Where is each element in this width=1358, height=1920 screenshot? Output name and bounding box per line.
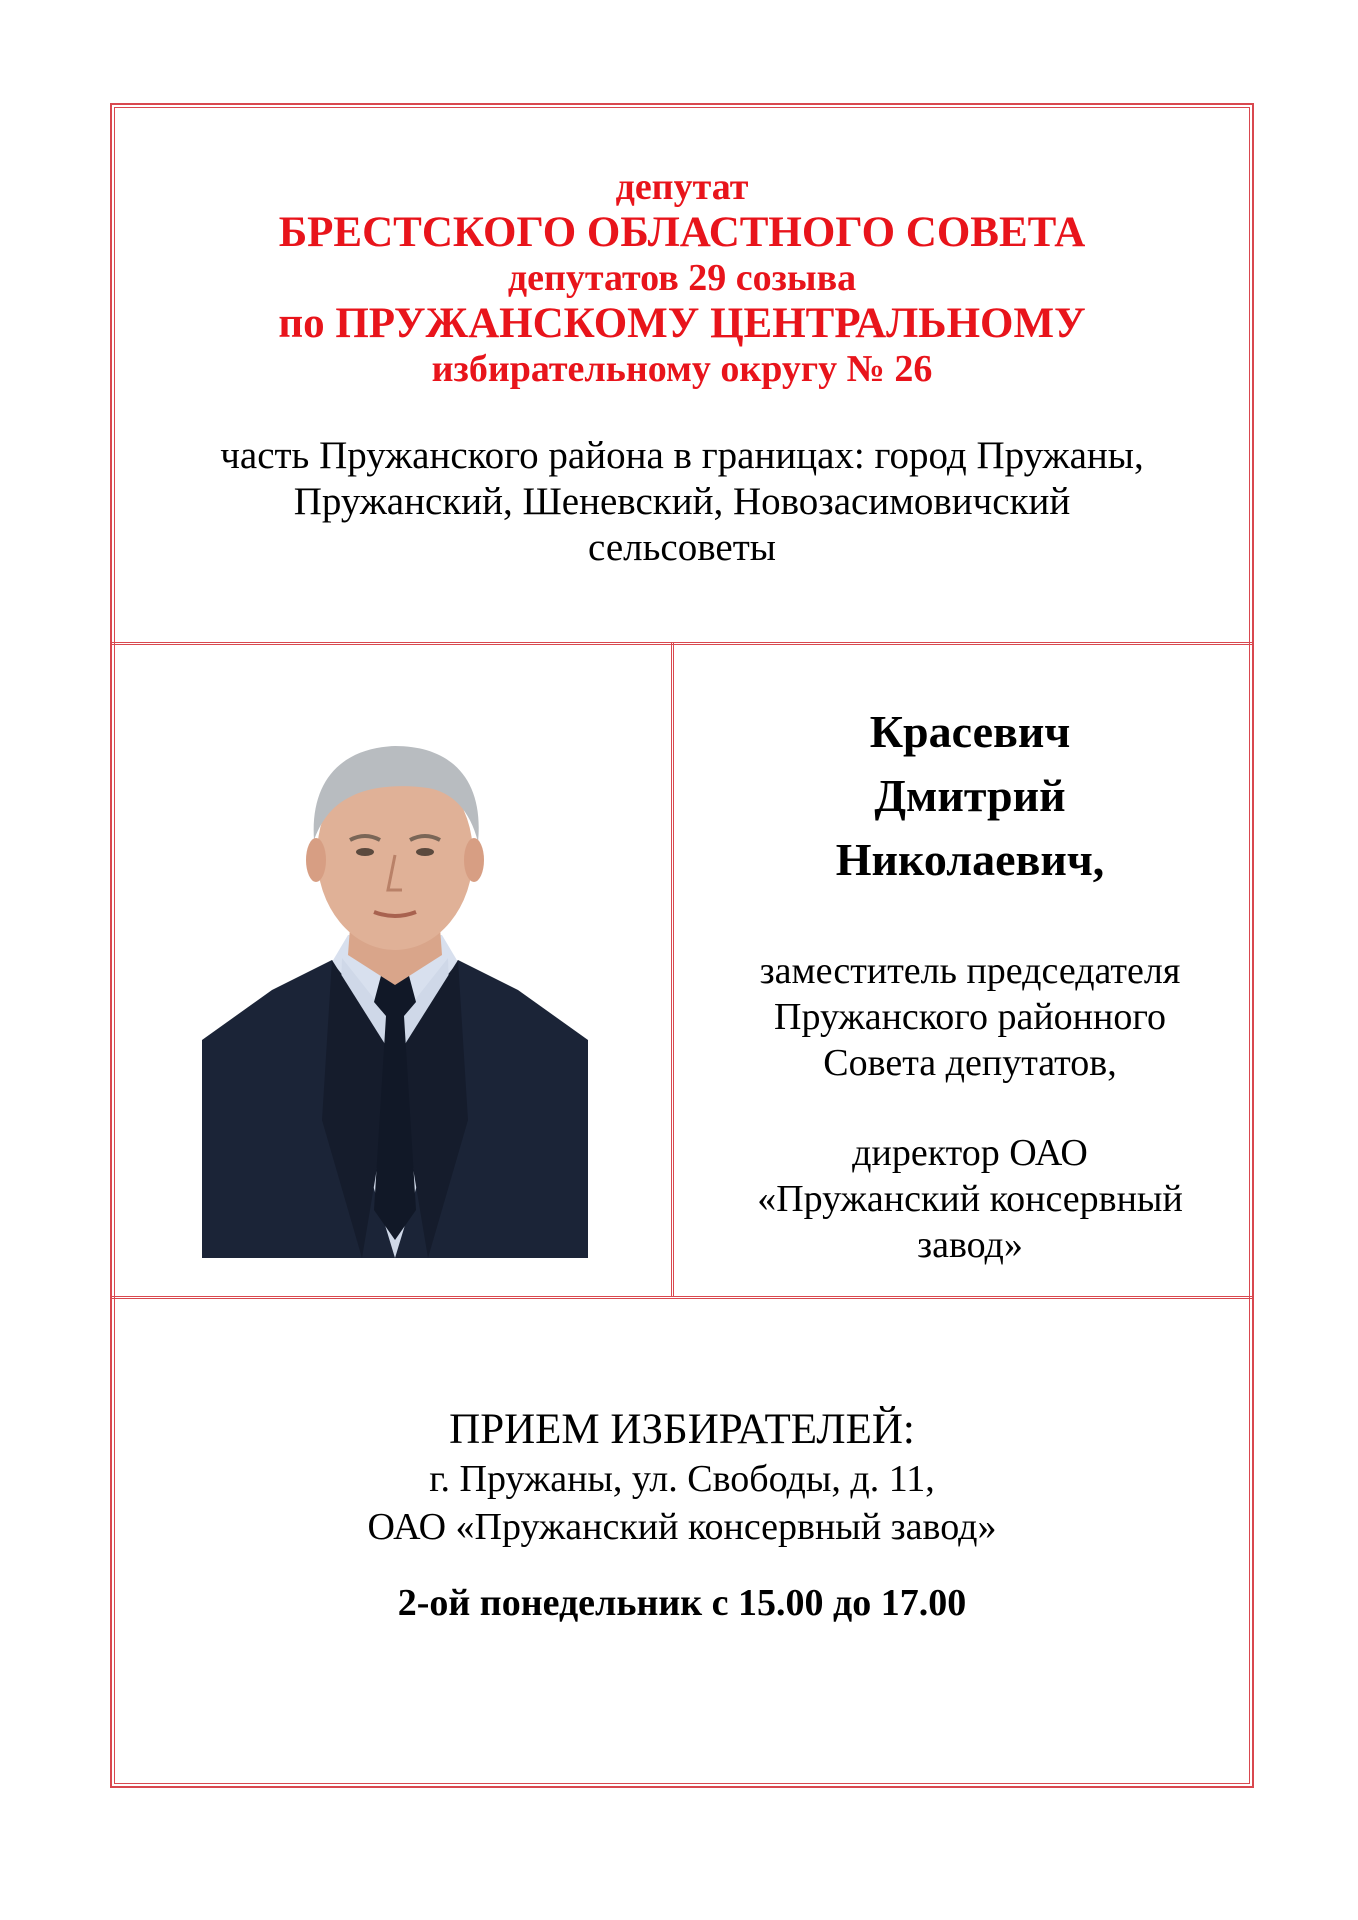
position-line: завод»: [917, 1224, 1023, 1266]
deputy-photo: [202, 740, 588, 1258]
reception-schedule: 2-ой понедельник с 15.00 до 17.00: [397, 1582, 967, 1624]
header-line-2: БРЕСТСКОГО ОБЛАСТНОГО СОВЕТА: [278, 209, 1086, 256]
divider-top: [112, 642, 1254, 645]
header-line-4: по ПРУЖАНСКОМУ ЦЕНТРАЛЬНОМУ: [278, 300, 1086, 347]
header: [120, 165, 1244, 571]
district-description: [120, 433, 1244, 571]
header-line-5: избирательному округу № 26: [431, 348, 933, 390]
reception-info: [120, 1405, 1244, 1627]
position-line: директор ОАО: [852, 1132, 1088, 1174]
district-line-3: сельсоветы: [588, 526, 776, 569]
reception-address: г. Пружаны, ул. Свободы, д. 11,: [429, 1458, 935, 1500]
header-line-1: депутат: [615, 166, 749, 208]
reception-title: ПРИЕМ ИЗБИРАТЕЛЕЙ:: [449, 1406, 915, 1453]
first-name: Дмитрий: [874, 770, 1066, 821]
patronymic: Николаевич,: [835, 834, 1105, 885]
position-line: Пружанского районного: [774, 996, 1166, 1038]
position-director: [690, 1130, 1250, 1268]
divider-vertical: [671, 643, 674, 1297]
deputy-info: [690, 700, 1250, 1268]
district-line-2: Пружанский, Шеневский, Новозасимовичский: [293, 480, 1071, 523]
divider-bottom: [112, 1296, 1254, 1299]
position-line: заместитель председателя: [759, 950, 1181, 992]
district-line-1: часть Пружанского района в границах: город Пружаны,: [220, 434, 1144, 477]
header-line-3: депутатов 29 созыва: [507, 257, 857, 299]
position-line: Совета депутатов,: [823, 1042, 1117, 1084]
reception-organization: ОАО «Пружанский консервный завод»: [367, 1506, 997, 1548]
position-deputy-chair: [690, 948, 1250, 1086]
position-line: «Пружанский консервный: [757, 1178, 1183, 1220]
surname: Красевич: [869, 706, 1071, 757]
